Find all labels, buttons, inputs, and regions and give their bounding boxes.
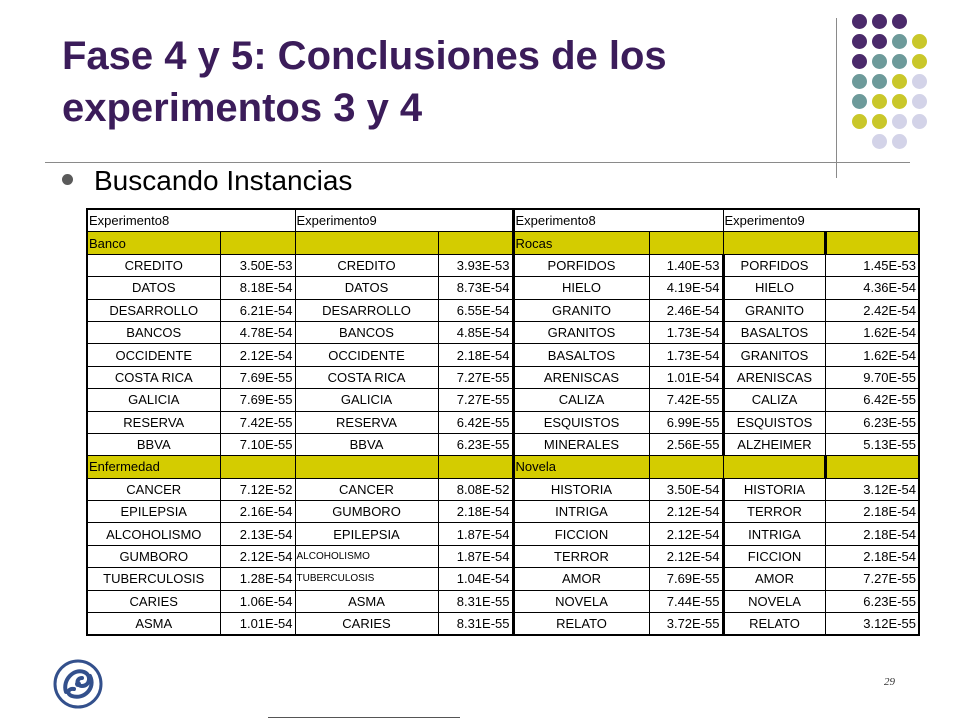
value-cell: 2.12E-54: [220, 344, 295, 366]
term-cell: GALICIA: [87, 389, 220, 411]
value-cell: 2.18E-54: [438, 501, 513, 523]
slide-title: Fase 4 y 5: Conclusiones de los experimentos 3 y 4: [62, 34, 667, 130]
decorative-dot: [852, 14, 867, 29]
empty-cell: [649, 232, 723, 254]
empty-cell: [438, 456, 513, 478]
table-row: [87, 478, 919, 500]
term-cell: GUMBORO: [87, 545, 220, 567]
decorative-dot: [892, 34, 907, 49]
table-row: [87, 590, 919, 612]
decorative-dot: [872, 34, 887, 49]
term-cell: PORFIDOS: [513, 254, 649, 276]
category-row: [87, 456, 919, 478]
decorative-dot: [852, 54, 867, 69]
value-cell: 2.46E-54: [649, 299, 723, 321]
value-cell: 1.06E-54: [220, 590, 295, 612]
bullet-icon: [62, 174, 73, 185]
value-cell: 6.42E-55: [825, 389, 919, 411]
table-header-row: [87, 209, 919, 232]
value-cell: 6.23E-55: [438, 433, 513, 455]
value-cell: 2.13E-54: [220, 523, 295, 545]
term-cell: INTRIGA: [513, 501, 649, 523]
term-cell: COSTA RICA: [87, 366, 220, 388]
term-cell: CARIES: [295, 613, 438, 636]
value-cell: 3.12E-55: [825, 613, 919, 636]
value-cell: 6.23E-55: [825, 590, 919, 612]
table-row: [87, 321, 919, 343]
term-cell: ESQUISTOS: [513, 411, 649, 433]
term-cell: HIELO: [723, 277, 825, 299]
decorative-dot: [852, 34, 867, 49]
term-cell: PORFIDOS: [723, 254, 825, 276]
column-header: Experimento8: [87, 209, 295, 232]
value-cell: 7.10E-55: [220, 433, 295, 455]
term-cell: DESARROLLO: [87, 299, 220, 321]
value-cell: 6.99E-55: [649, 411, 723, 433]
term-cell: TERROR: [513, 545, 649, 567]
value-cell: 2.12E-54: [220, 545, 295, 567]
value-cell: 1.40E-53: [649, 254, 723, 276]
value-cell: 1.01E-54: [649, 366, 723, 388]
term-cell: OCCIDENTE: [295, 344, 438, 366]
term-cell: BBVA: [295, 433, 438, 455]
term-cell: CALIZA: [723, 389, 825, 411]
value-cell: 7.42E-55: [649, 389, 723, 411]
value-cell: 2.18E-54: [438, 344, 513, 366]
table-row: [87, 523, 919, 545]
value-cell: 2.16E-54: [220, 501, 295, 523]
term-cell: RESERVA: [295, 411, 438, 433]
term-cell: CARIES: [87, 590, 220, 612]
term-cell: FICCION: [723, 545, 825, 567]
decorative-dot: [852, 94, 867, 109]
column-header: Experimento9: [723, 209, 919, 232]
empty-cell: [220, 232, 295, 254]
value-cell: 1.87E-54: [438, 545, 513, 567]
empty-cell: [295, 232, 438, 254]
term-cell: RESERVA: [87, 411, 220, 433]
empty-cell: [825, 456, 919, 478]
term-cell: TUBERCULOSIS: [87, 568, 220, 590]
value-cell: 5.13E-55: [825, 433, 919, 455]
table-row: [87, 613, 919, 636]
value-cell: 4.85E-54: [438, 321, 513, 343]
category-label: Enfermedad: [87, 456, 220, 478]
value-cell: 7.69E-55: [220, 389, 295, 411]
decorative-dot: [872, 14, 887, 29]
value-cell: 9.70E-55: [825, 366, 919, 388]
value-cell: 4.36E-54: [825, 277, 919, 299]
decorative-dot: [872, 114, 887, 129]
value-cell: 8.73E-54: [438, 277, 513, 299]
table-row: [87, 299, 919, 321]
value-cell: 7.44E-55: [649, 590, 723, 612]
decorative-dot: [892, 134, 907, 149]
term-cell: HISTORIA: [723, 478, 825, 500]
term-cell: AMOR: [723, 568, 825, 590]
value-cell: 4.78E-54: [220, 321, 295, 343]
term-cell: INTRIGA: [723, 523, 825, 545]
term-cell: DESARROLLO: [295, 299, 438, 321]
value-cell: 1.62E-54: [825, 321, 919, 343]
value-cell: 8.31E-55: [438, 613, 513, 636]
term-cell: DATOS: [295, 277, 438, 299]
decorative-dot: [912, 94, 927, 109]
decorative-dot: [912, 34, 927, 49]
term-cell: BBVA: [87, 433, 220, 455]
term-cell: GRANITO: [723, 299, 825, 321]
term-cell: BASALTOS: [723, 321, 825, 343]
value-cell: 2.18E-54: [825, 523, 919, 545]
term-cell: ASMA: [295, 590, 438, 612]
value-cell: 2.56E-55: [649, 433, 723, 455]
term-cell: BANCOS: [295, 321, 438, 343]
value-cell: 7.69E-55: [220, 366, 295, 388]
term-cell: CANCER: [295, 478, 438, 500]
term-cell: EPILEPSIA: [295, 523, 438, 545]
empty-cell: [220, 456, 295, 478]
term-cell: ASMA: [87, 613, 220, 636]
table-row: [87, 411, 919, 433]
value-cell: 7.42E-55: [220, 411, 295, 433]
value-cell: 7.27E-55: [825, 568, 919, 590]
value-cell: 3.12E-54: [825, 478, 919, 500]
term-cell: ALCOHOLISMO: [295, 545, 438, 567]
table-row: [87, 545, 919, 567]
value-cell: 2.18E-54: [825, 501, 919, 523]
value-cell: 1.04E-54: [438, 568, 513, 590]
value-cell: 1.73E-54: [649, 344, 723, 366]
empty-cell: [723, 456, 825, 478]
term-cell: RELATO: [513, 613, 649, 636]
term-cell: ARENISCAS: [513, 366, 649, 388]
term-cell: BANCOS: [87, 321, 220, 343]
term-cell: RELATO: [723, 613, 825, 636]
term-cell: DATOS: [87, 277, 220, 299]
column-header: Experimento8: [513, 209, 723, 232]
value-cell: 6.23E-55: [825, 411, 919, 433]
term-cell: GUMBORO: [295, 501, 438, 523]
table-row: [87, 344, 919, 366]
category-label: Novela: [513, 456, 649, 478]
term-cell: TUBERCULOSIS: [295, 568, 438, 590]
empty-cell: [295, 456, 438, 478]
decorative-dot: [872, 54, 887, 69]
term-cell: GRANITOS: [513, 321, 649, 343]
table-row: [87, 277, 919, 299]
term-cell: GALICIA: [295, 389, 438, 411]
term-cell: GRANITOS: [723, 344, 825, 366]
term-cell: ESQUISTOS: [723, 411, 825, 433]
column-header: Experimento9: [295, 209, 513, 232]
term-cell: ALZHEIMER: [723, 433, 825, 455]
value-cell: 8.31E-55: [438, 590, 513, 612]
term-cell: HIELO: [513, 277, 649, 299]
decorative-dot: [912, 74, 927, 89]
value-cell: 2.12E-54: [649, 501, 723, 523]
decorative-dot: [912, 114, 927, 129]
decorative-dot: [872, 74, 887, 89]
value-cell: 2.18E-54: [825, 545, 919, 567]
value-cell: 7.12E-52: [220, 478, 295, 500]
category-label: Banco: [87, 232, 220, 254]
value-cell: 1.62E-54: [825, 344, 919, 366]
decorative-dot: [852, 114, 867, 129]
category-label: Rocas: [513, 232, 649, 254]
term-cell: NOVELA: [513, 590, 649, 612]
value-cell: 3.93E-53: [438, 254, 513, 276]
decorative-dot: [892, 94, 907, 109]
value-cell: 1.28E-54: [220, 568, 295, 590]
page-number: 29: [884, 676, 895, 688]
value-cell: 1.45E-53: [825, 254, 919, 276]
term-cell: EPILEPSIA: [87, 501, 220, 523]
term-cell: ARENISCAS: [723, 366, 825, 388]
decorative-dot: [892, 14, 907, 29]
value-cell: 2.12E-54: [649, 545, 723, 567]
value-cell: 7.27E-55: [438, 389, 513, 411]
value-cell: 7.69E-55: [649, 568, 723, 590]
term-cell: FICCION: [513, 523, 649, 545]
decorative-dot: [852, 74, 867, 89]
term-cell: MINERALES: [513, 433, 649, 455]
table-row: [87, 501, 919, 523]
value-cell: 7.27E-55: [438, 366, 513, 388]
value-cell: 2.42E-54: [825, 299, 919, 321]
term-cell: OCCIDENTE: [87, 344, 220, 366]
results-table: [86, 208, 920, 636]
empty-cell: [438, 232, 513, 254]
decorative-dot: [892, 54, 907, 69]
decorative-dot: [892, 74, 907, 89]
value-cell: 1.87E-54: [438, 523, 513, 545]
table-row: [87, 433, 919, 455]
empty-cell: [649, 456, 723, 478]
category-row: [87, 232, 919, 254]
bullet-text: Buscando Instancias: [94, 165, 353, 196]
term-cell: CREDITO: [87, 254, 220, 276]
table-row: [87, 366, 919, 388]
term-cell: ALCOHOLISMO: [87, 523, 220, 545]
value-cell: 6.42E-55: [438, 411, 513, 433]
value-cell: 3.72E-55: [649, 613, 723, 636]
decorative-dot: [872, 134, 887, 149]
value-cell: 3.50E-53: [220, 254, 295, 276]
table-row: [87, 568, 919, 590]
decorative-dot: [912, 54, 927, 69]
term-cell: NOVELA: [723, 590, 825, 612]
swirl-logo-icon: [52, 658, 104, 710]
footer-line: [268, 717, 460, 718]
value-cell: 8.08E-52: [438, 478, 513, 500]
value-cell: 1.01E-54: [220, 613, 295, 636]
term-cell: CREDITO: [295, 254, 438, 276]
empty-cell: [825, 232, 919, 254]
value-cell: 3.50E-54: [649, 478, 723, 500]
term-cell: GRANITO: [513, 299, 649, 321]
term-cell: BASALTOS: [513, 344, 649, 366]
value-cell: 1.73E-54: [649, 321, 723, 343]
value-cell: 8.18E-54: [220, 277, 295, 299]
term-cell: HISTORIA: [513, 478, 649, 500]
term-cell: AMOR: [513, 568, 649, 590]
table-row: [87, 389, 919, 411]
term-cell: COSTA RICA: [295, 366, 438, 388]
decorative-dot: [892, 114, 907, 129]
value-cell: 6.21E-54: [220, 299, 295, 321]
term-cell: CALIZA: [513, 389, 649, 411]
vertical-divider: [836, 18, 837, 178]
value-cell: 2.12E-54: [649, 523, 723, 545]
table-row: [87, 254, 919, 276]
term-cell: TERROR: [723, 501, 825, 523]
value-cell: 6.55E-54: [438, 299, 513, 321]
term-cell: CANCER: [87, 478, 220, 500]
value-cell: 4.19E-54: [649, 277, 723, 299]
empty-cell: [723, 232, 825, 254]
decorative-dot: [872, 94, 887, 109]
title-divider: [45, 162, 910, 163]
